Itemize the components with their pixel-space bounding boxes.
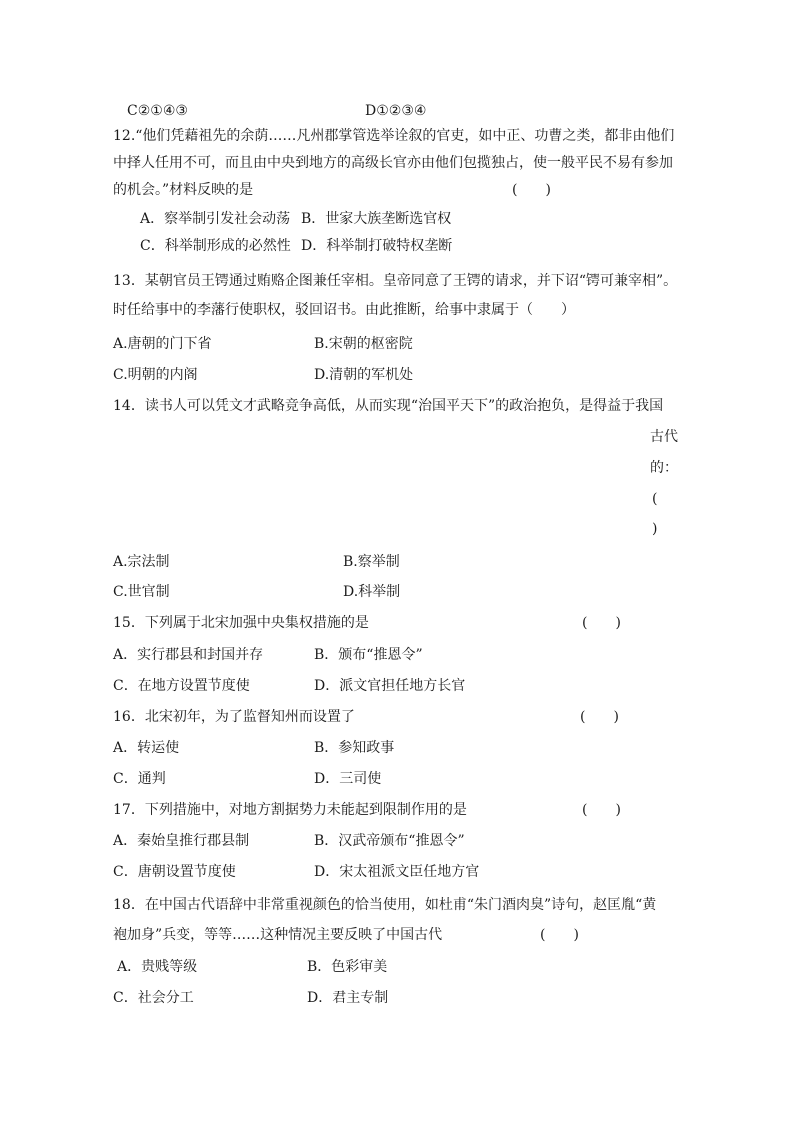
q12-line1: 12.“他们凭藉祖先的余荫……凡州郡掌管选举诠叙的官吏，如中正、功曹之类，都非由他们 bbox=[113, 128, 675, 144]
q13-option-b: B.宋朝的枢密院 bbox=[314, 336, 413, 352]
q17-option-d: D．宋太祖派文臣任地方官 bbox=[314, 864, 480, 880]
q14-option-d: D.科举制 bbox=[343, 584, 401, 600]
q14-option-b: B.察举制 bbox=[343, 554, 400, 570]
q18-line1: 18．在中国古代语辞中非常重视颜色的恰当使用，如杜甫“朱门酒肉臭”诗句，赵匡胤“黄 bbox=[113, 897, 657, 913]
q15-option-b: B．颁布“推恩令” bbox=[314, 647, 423, 663]
q17-option-b: B．汉武帝颁布“推恩令” bbox=[314, 833, 465, 849]
q12-option-c: C．科举制形成的必然性 bbox=[140, 238, 291, 254]
q17-option-c: C．唐朝设置节度使 bbox=[113, 864, 236, 880]
q15-option-c: C．在地方设置节度使 bbox=[113, 678, 250, 694]
q16-option-a: A．转运使 bbox=[113, 740, 180, 756]
q14-wrap2: 的： bbox=[650, 460, 678, 476]
q14-wrap3: ( bbox=[652, 491, 658, 507]
q14-line1: 14．读书人可以凭文才武略竞争高低，从而实现“治国平天下”的政治抱负，是得益于我国 bbox=[113, 398, 664, 414]
q12-option-b: B．世家大族垄断选官权 bbox=[301, 211, 452, 227]
option-d-prev: D①②③④ bbox=[365, 103, 427, 119]
q14-wrap4: ) bbox=[652, 521, 658, 537]
q13-line2: 时任给事中的李藩行使职权，驳回诏书。由此推断，给事中隶属于（ ） bbox=[113, 302, 575, 318]
q12-line2: 中择人任用不可，而且由中央到地方的高级长官亦由他们包揽独占，使一般平民不易有参加 bbox=[113, 155, 673, 171]
q12-line3: 的机会。”材料反映的是 bbox=[113, 182, 254, 198]
q15-answer-paren: ( ) bbox=[582, 615, 621, 631]
q12-answer-paren: ( ) bbox=[512, 182, 551, 198]
q14-option-c: C.世官制 bbox=[113, 584, 170, 600]
q16-stem: 16．北宋初年，为了监督知州而设置了 bbox=[113, 709, 355, 725]
q13-option-d: D.清朝的军机处 bbox=[314, 367, 414, 383]
q12-option-a: A．察举制引发社会动荡 bbox=[140, 211, 291, 227]
q16-option-d: D．三司使 bbox=[314, 771, 382, 787]
q16-option-c: C．通判 bbox=[113, 771, 166, 787]
q13-option-c: C.明朝的内阁 bbox=[113, 367, 198, 383]
q13-option-a: A.唐朝的门下省 bbox=[113, 336, 212, 352]
q18-option-c: C．社会分工 bbox=[113, 990, 194, 1006]
q18-option-b: B．色彩审美 bbox=[307, 959, 388, 975]
q16-option-b: B．参知政事 bbox=[314, 740, 395, 756]
q15-option-a: A．实行郡县和封国并存 bbox=[113, 647, 264, 663]
option-c-prev: C②①④③ bbox=[127, 103, 188, 119]
q18-option-a: A．贵贱等级 bbox=[117, 959, 198, 975]
q17-answer-paren: ( ) bbox=[582, 802, 621, 818]
q18-option-d: D．君主专制 bbox=[307, 990, 389, 1006]
q14-wrap1: 古代 bbox=[650, 429, 678, 445]
q15-stem: 15．下列属于北宋加强中央集权措施的是 bbox=[113, 615, 369, 631]
q18-line2: 袍加身”兵变，等等……这种情况主要反映了中国古代 bbox=[113, 927, 443, 943]
q17-option-a: A．秦始皇推行郡县制 bbox=[113, 833, 250, 849]
q15-option-d: D．派文官担任地方长官 bbox=[314, 678, 466, 694]
q14-option-a: A.宗法制 bbox=[113, 554, 170, 570]
q16-answer-paren: ( ) bbox=[580, 709, 619, 725]
q18-answer-paren: ( ) bbox=[540, 927, 579, 943]
q12-option-d: D．科举制打破特权垄断 bbox=[301, 238, 453, 254]
q13-line1: 13．某朝官员王锷通过贿赂企图兼任宰相。皇帝同意了王锷的请求，并下诏“锷可兼宰相”。 bbox=[113, 273, 678, 289]
q17-stem: 17．下列措施中，对地方割据势力未能起到限制作用的是 bbox=[113, 802, 467, 818]
